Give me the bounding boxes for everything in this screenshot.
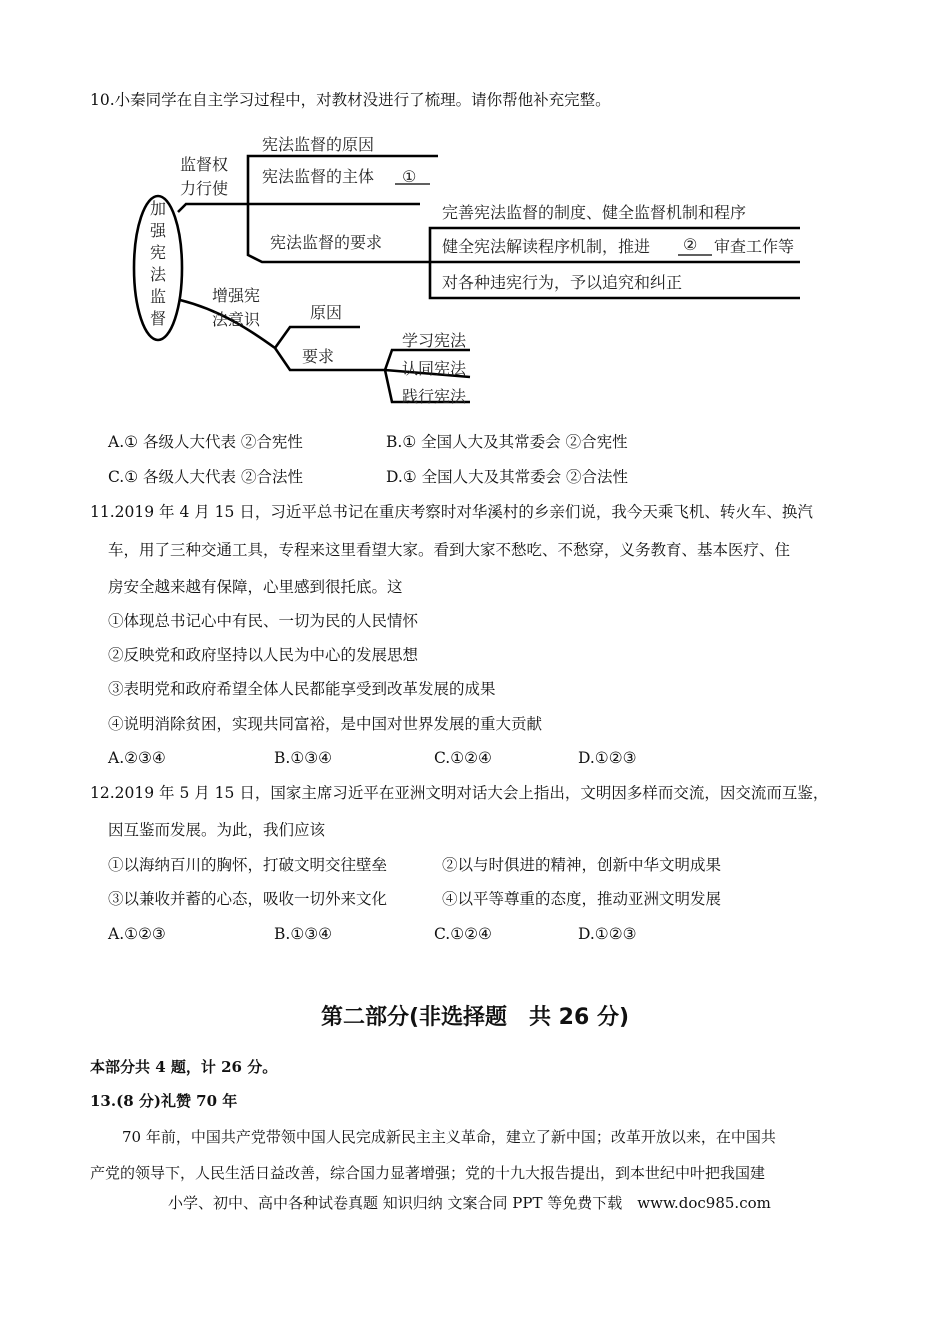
root-char-1: 加 [150,199,167,218]
q12-option-b: B.①③④ [274,925,333,943]
req-item-2b: 审查工作等 [714,237,795,256]
b2-reason: 原因 [310,303,343,322]
root-char-5: 监 [150,287,167,306]
q10-stem: 10.小秦同学在自主学习过程中，对教材没进行了梳理。请你帮他补充完整。 [90,91,611,109]
q11-statement-2: ②反映党和政府坚持以人民为中心的发展思想 [108,646,419,664]
q13-line-2: 产党的领导下，人民生活日益改善，综合国力显著增强；党的十九大报告提出，到本世纪中叶把我国建 [90,1164,766,1182]
blank-2: ② [683,235,698,254]
q12-option-c: C.①②④ [434,925,492,943]
q11-option-c: C.①②④ [434,749,492,767]
b1-requirement: 宪法监督的要求 [270,233,383,252]
q12-statement-2: ②以与时俱进的精神，创新中华文明成果 [442,856,722,874]
root-char-6: 督 [150,309,167,328]
root-char-3: 宪 [150,243,167,262]
q11-line-3: 房安全越来越有保障，心里感到很托底。这 [108,578,403,596]
q10-option-d: D.① 全国人大及其常委会 ②合法性 [386,468,629,486]
footer-text: 小学、初中、高中各种试卷真题 知识归纳 文案合同 PPT 等免费下载 www.doc985.com [168,1194,771,1212]
q12-statement-1: ①以海纳百川的胸怀，打破文明交往壁垒 [108,856,388,874]
b2-req-2: 认同宪法 [402,359,467,378]
q10-option-c: C.① 各级人大代表 ②合法性 [108,468,303,486]
b1-reason: 宪法监督的原因 [262,135,375,154]
q11-option-a: A.②③④ [108,749,166,767]
q12-option-a: A.①②③ [108,925,166,943]
q12-option-d: D.①②③ [578,925,637,943]
q10-option-b: B.① 全国人大及其常委会 ②合宪性 [386,433,628,451]
q13-title: 13.(8 分)礼赞 70 年 [90,1092,238,1110]
q10-option-a: A.① 各级人大代表 ②合宪性 [108,433,303,451]
q11-statement-3: ③表明党和政府希望全体人民都能享受到改革发展的成果 [108,680,496,698]
constitution-supervision-diagram [0,120,950,420]
branch1-line2: 力行使 [180,179,229,198]
b2-req-1: 学习宪法 [402,331,467,350]
part2-intro: 本部分共 4 题，计 26 分。 [90,1058,278,1076]
branch2-line2: 法意识 [212,310,261,329]
req-item-3: 对各种违宪行为，予以追究和纠正 [442,273,683,292]
b2-req-3: 践行宪法 [402,387,467,406]
q12-line-1: 12.2019 年 5 月 15 日，国家主席习近平在亚洲文明对话大会上指出，文明因多样而交流，因交流而互鉴， [90,784,829,802]
q11-line-2: 车，用了三种交通工具，专程来这里看望大家。看到大家不愁吃、不愁穿，义务教育、基本医疗、住 [108,541,791,559]
q13-line-1: 70 年前，中国共产党带领中国人民完成新民主主义革命，建立了新中国；改革开放以来，在中国共 [122,1128,776,1146]
q11-line-1: 11.2019 年 4 月 15 日，习近平总书记在重庆考察时对华溪村的乡亲们说，我今天乘飞机、转火车、换汽 [90,503,813,521]
branch2-line1: 增强宪 [212,286,261,305]
q11-option-d: D.①②③ [578,749,637,767]
root-char-4: 法 [150,265,167,284]
branch1-line1: 监督权 [180,155,229,174]
q11-option-b: B.①③④ [274,749,333,767]
q12-line-2: 因互鉴而发展。为此，我们应该 [108,821,326,839]
b1-subject: 宪法监督的主体 [262,167,375,186]
blank-1: ① [402,167,417,186]
part2-heading: 第二部分(非选择题 共 26 分) [320,1005,630,1030]
req-item-2a: 健全宪法解读程序机制，推进 [442,237,651,256]
root-char-2: 强 [150,221,167,240]
q12-statement-3: ③以兼收并蓄的心态，吸收一切外来文化 [108,890,388,908]
q12-statement-4: ④以平等尊重的态度，推动亚洲文明发展 [442,890,722,908]
q11-statement-1: ①体现总书记心中有民、一切为民的人民情怀 [108,612,419,630]
b2-requirement: 要求 [302,347,335,366]
req-item-1: 完善宪法监督的制度、健全监督机制和程序 [442,203,747,222]
q11-statement-4: ④说明消除贫困，实现共同富裕，是中国对世界发展的重大贡献 [108,715,543,733]
